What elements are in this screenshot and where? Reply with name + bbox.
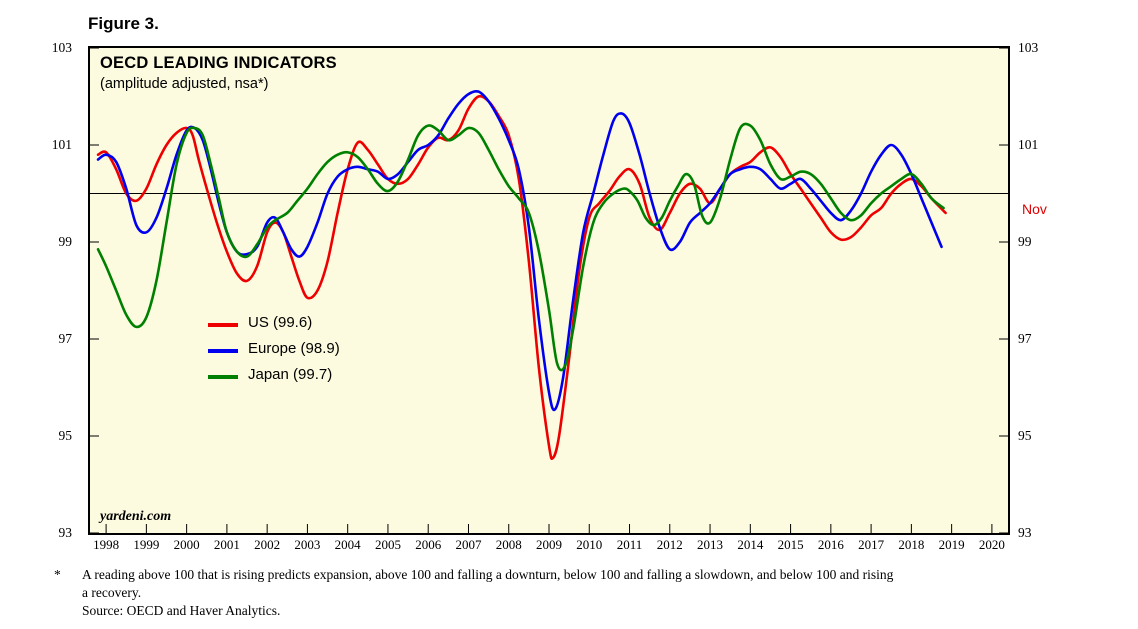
footnote-asterisk: * [54, 567, 61, 582]
x-axis-tick-label: 1999 [133, 537, 160, 552]
x-axis-tick-label: 2013 [697, 537, 724, 552]
series-line [98, 96, 946, 459]
x-axis-tick-label: 2007 [455, 537, 482, 552]
footnote-line-1: A reading above 100 that is rising predicts expansion, above 100 and falling a downturn, below 100 and falling a slowdown, and below 100 and rising [82, 567, 894, 582]
x-axis-tick-label: 2012 [656, 537, 683, 552]
x-axis-tick-label: 2015 [777, 537, 804, 552]
y-axis-label-left: 101 [51, 137, 72, 152]
x-axis-tick-label: 2014 [737, 537, 764, 552]
x-axis-tick-label: 2004 [334, 537, 361, 552]
chart-canvas [90, 48, 1008, 533]
x-axis-tick-label: 2011 [616, 537, 643, 552]
legend-label-japan: Japan (99.7) [248, 366, 333, 383]
x-axis-tick-label: 2001 [213, 537, 240, 552]
y-axis-label-right: 99 [1018, 234, 1032, 249]
chart-subtitle: (amplitude adjusted, nsa*) [100, 76, 269, 92]
y-axis-label-right: 95 [1018, 428, 1032, 443]
chart-plot-area [88, 46, 1010, 535]
chart-title: OECD LEADING INDICATORS [100, 54, 337, 72]
x-axis-tick-label: 2009 [536, 537, 562, 552]
watermark-yardeni: yardeni.com [100, 509, 172, 524]
y-axis-label-right: 103 [1018, 40, 1039, 55]
x-axis-tick-label: 2005 [374, 537, 401, 552]
x-axis-tick-label: 1998 [93, 537, 120, 552]
y-axis-label-left: 93 [58, 525, 72, 540]
series-line [98, 91, 942, 410]
y-axis-label-left: 97 [58, 331, 72, 346]
x-axis-tick-label: 2000 [173, 537, 200, 552]
legend-swatch-europe [208, 349, 238, 353]
x-axis-tick-label: 2016 [817, 537, 844, 552]
footnote-line-2: a recovery. [82, 584, 142, 600]
chart-series-lines [98, 91, 946, 459]
y-axis-label-left: 103 [51, 40, 72, 55]
y-axis-label-left: 95 [58, 428, 72, 443]
x-axis-tick-label: 2002 [254, 537, 281, 552]
footnote-source: Source: OECD and Haver Analytics. [82, 602, 281, 618]
legend-label-us: US (99.6) [248, 314, 313, 331]
x-axis-tick-label: 2020 [978, 537, 1005, 552]
x-axis-tick-label: 2018 [898, 537, 925, 552]
x-axis-tick-label: 2008 [495, 537, 522, 552]
x-axis-tick-label: 2010 [576, 537, 603, 552]
x-axis-tick-label: 2003 [294, 537, 321, 552]
y-axis-label-right: 97 [1018, 331, 1032, 346]
footnote-block [54, 566, 1114, 619]
legend-label-europe: Europe (98.9) [248, 340, 340, 357]
legend-swatch-japan [208, 375, 238, 379]
x-axis-tick-label: 2017 [858, 537, 885, 552]
y-axis-label-left: 99 [58, 234, 72, 249]
y-axis-label-right: 101 [1018, 137, 1039, 152]
y-axis-label-right: 93 [1018, 525, 1032, 540]
reference-line-100 [90, 48, 1008, 533]
x-axis-tick-label: 2019 [938, 537, 965, 552]
figure-label: Figure 3. [88, 14, 159, 33]
annotation-nov: Nov [1022, 201, 1047, 217]
legend-swatch-us [208, 323, 238, 327]
x-axis-tick-label: 2006 [415, 537, 442, 552]
